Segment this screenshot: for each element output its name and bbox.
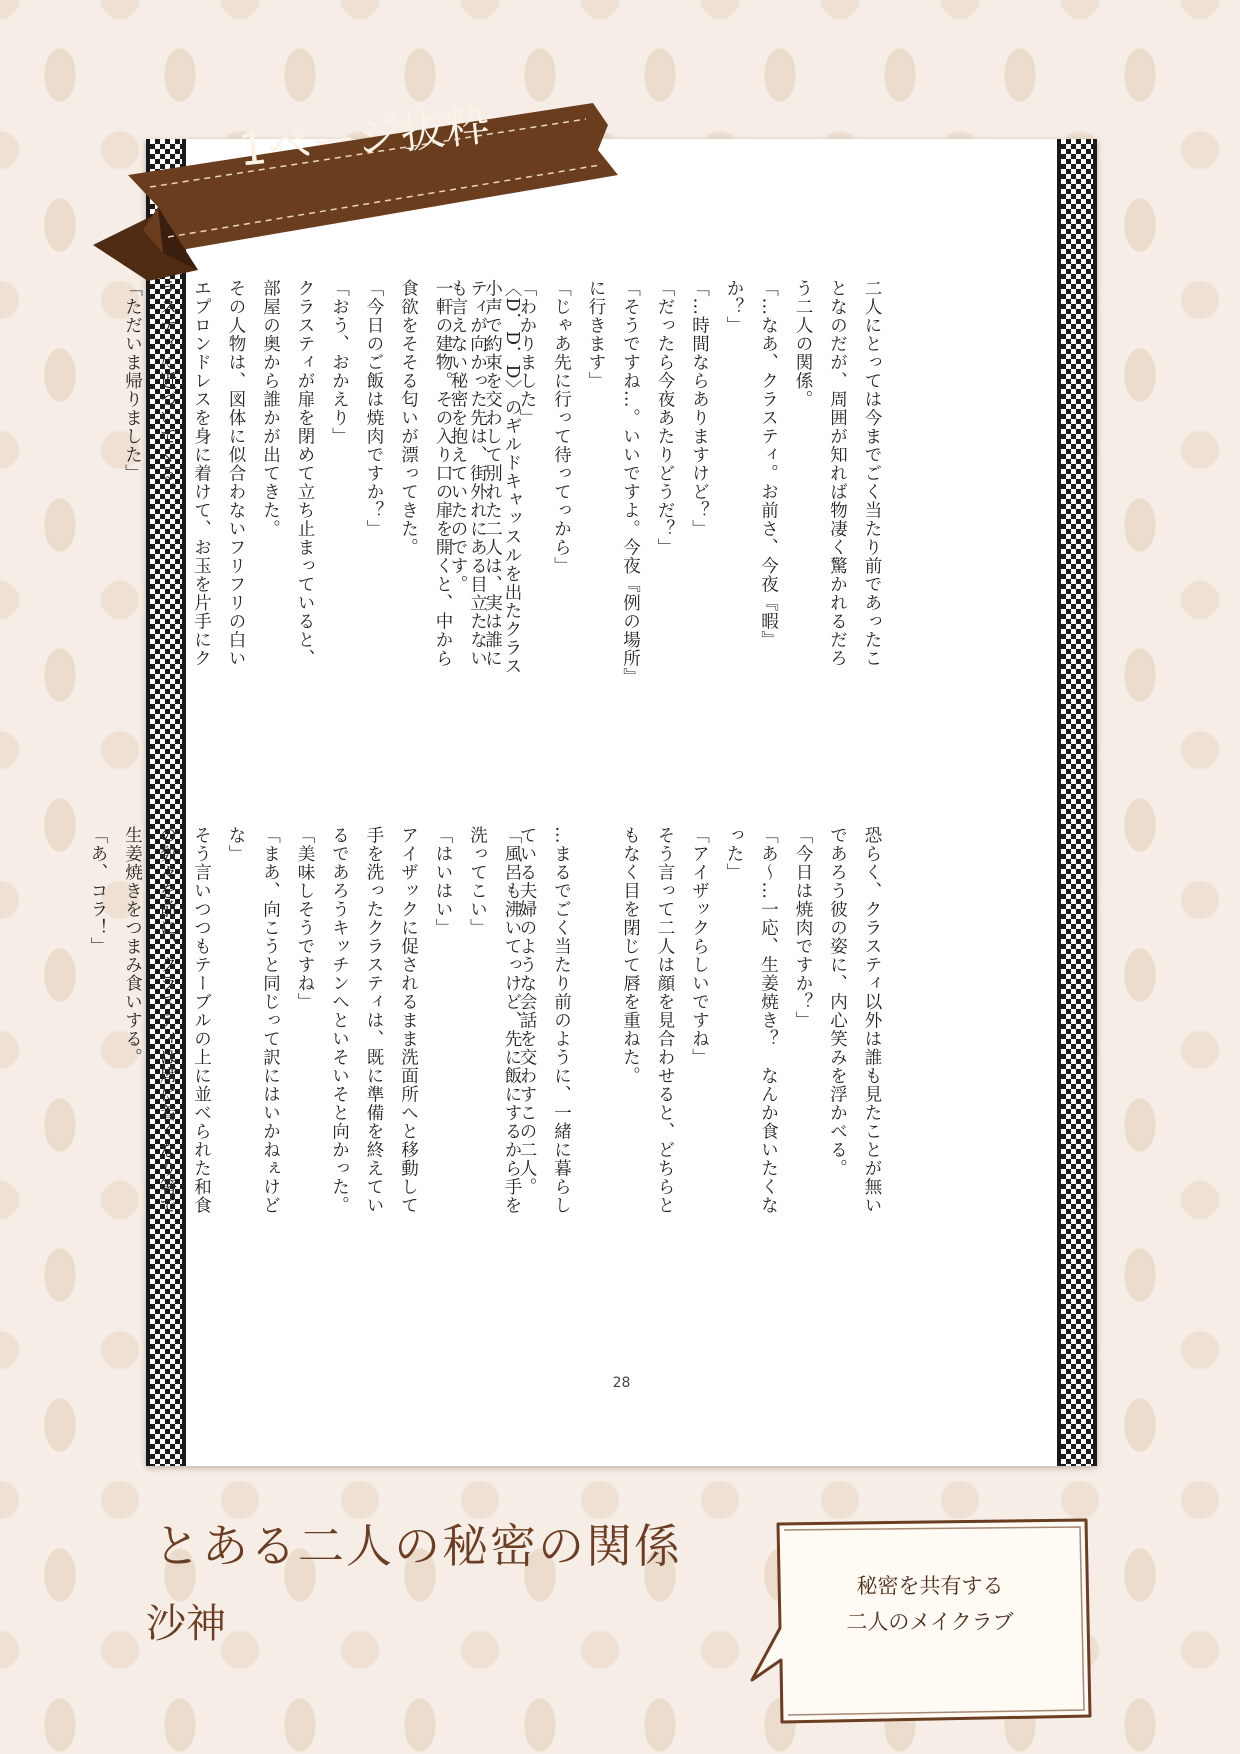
paragraph (579, 826, 614, 1231)
paragraph: 「アイザックらしいですね」 (689, 826, 710, 1067)
checkered-border-right (1057, 139, 1097, 1466)
paragraph: 「美味しそうですね」 (295, 826, 315, 1011)
paragraph: 「今日は焼肉ですか？」 (793, 826, 813, 1030)
paragraph: 「あ～…一応、生姜焼き？ なんか食いたくなった」 (724, 826, 779, 1215)
paragraph: 〈D．D．D〉のギルドキャッスルを出たクラスティが向かった先は、街外れにある目立たない一軒の建物。その入り口の扉を開くと、中から食欲をそそる匂いが漂ってきた。 (398, 279, 522, 676)
paragraph: アイザックに促されるまま洗面所へと移動して手を洗ったクラスティは、既に準備を終えているであろうキッチンへといそいそと向かった。 (329, 826, 419, 1215)
banner-title: 1ページ抜粋 (236, 99, 494, 177)
paragraph: 「わかりました」 (517, 279, 537, 427)
paragraph: 二人にとっては今までごく当たり前であったことなのだが、周囲が知れば物凄く驚かれるだろう二人の関係。 (793, 279, 882, 668)
paragraph: そう言って二人は顔を見合わせると、どちらともなく目を閉じて唇を重ねた。 (620, 826, 675, 1215)
tagline (795, 1568, 1065, 1640)
paragraph: 「ただいま帰りました」 (122, 279, 143, 483)
paragraph: 「あ、コラ！」 (88, 826, 108, 956)
text-column-bottom-left (81, 826, 530, 1231)
paragraph: 「だったら今夜あたりどうだ？」 (655, 279, 675, 557)
text-column-bottom-right (510, 826, 890, 1231)
author-name: 沙神 (146, 1601, 226, 1647)
book-page-excerpt (88, 139, 1097, 1466)
tagline-line: 秘密を共有する (856, 1574, 1004, 1598)
paragraph: …まるでごく当たり前のように、一緒に暮らしている夫婦のような会話を交わすこの二人。 (517, 826, 572, 1215)
page-number: 28 (612, 1375, 631, 1391)
paragraph: 「じゃあ先に行って待ってっから」 (551, 279, 572, 575)
paragraph: 恐らく、クラスティ以外は誰も見たことが無いであろう彼の姿に、内心笑みを浮かべる。 (827, 826, 882, 1215)
paragraph: 「はいはい」 (433, 826, 453, 937)
tagline-line: 二人のメイクラブ (846, 1610, 1014, 1634)
paragraph: 小声で約束を交わして別れた二人は、実は誰にも言えない秘密を抱えていたのです。 (448, 279, 503, 668)
story-title: とある二人の秘密の関係 (154, 1519, 682, 1573)
paragraph: そう言いつつもテーブルの上に並べられた和食の数々を前に、クラスティは席に着くなり箸で生姜焼きをつまみ食いする。 (122, 826, 212, 1215)
paragraph: 「風呂も沸いてっけど、先に飯にするから手を洗ってこい」 (467, 826, 522, 1215)
paragraph: 「…時間ならありますけど？」 (689, 279, 710, 538)
paragraph: クラスティが扉を閉めて立ち止まっていると、部屋の奥から誰かが出てきた。 (260, 279, 315, 668)
paragraph: 「今日のご飯は焼肉ですか？」 (364, 279, 384, 538)
paragraph: 「…なあ、クラスティ。お前さ、今夜『暇』か？」 (724, 279, 779, 649)
paragraph: 「そうですね…。いいですよ。今夜『例の場所』に行きます」 (586, 279, 641, 678)
text-column-top-left (115, 279, 529, 684)
paragraph: その人物は、図体に似合わないフリフリの白いエプロンドレスを身に着けて、お玉を片手にクラスティに近づいてくる。 (157, 279, 246, 668)
paragraph: 「まあ、向こうと同じって訳にはいかねぇけどな」 (226, 826, 281, 1215)
paragraph: 「おう、おかえり」 (329, 279, 350, 446)
